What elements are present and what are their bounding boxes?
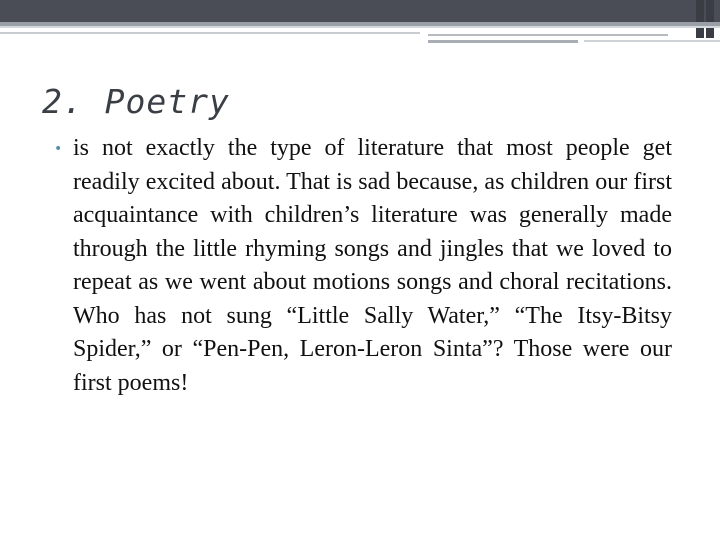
banner-rule (0, 32, 420, 34)
bullet-icon: • (54, 141, 63, 157)
bullet-text: is not exactly the type of literature that most people get readily excited about. That is sad because, as children our first acquaintance with children’s literature was generally made through the little rhyming songs and jingles that we loved to repeat as we went about motions songs and choral recitations. Who has not sung “Little Sally Water,” “The Itsy-Bitsy Spider,” or “Pen-Pen, Leron-Leron Sinta”? Those were our first poems! (73, 135, 672, 396)
bullet-list (48, 132, 672, 400)
slide-title: 2. Poetry (42, 82, 230, 121)
banner-rule (428, 40, 578, 43)
bullet-item (48, 132, 672, 400)
banner-divider (706, 0, 714, 38)
banner-rule (584, 40, 720, 42)
banner-divider (696, 0, 704, 38)
top-banner (0, 0, 720, 22)
banner-accent-stripe (0, 26, 720, 28)
banner-rule (428, 34, 668, 36)
